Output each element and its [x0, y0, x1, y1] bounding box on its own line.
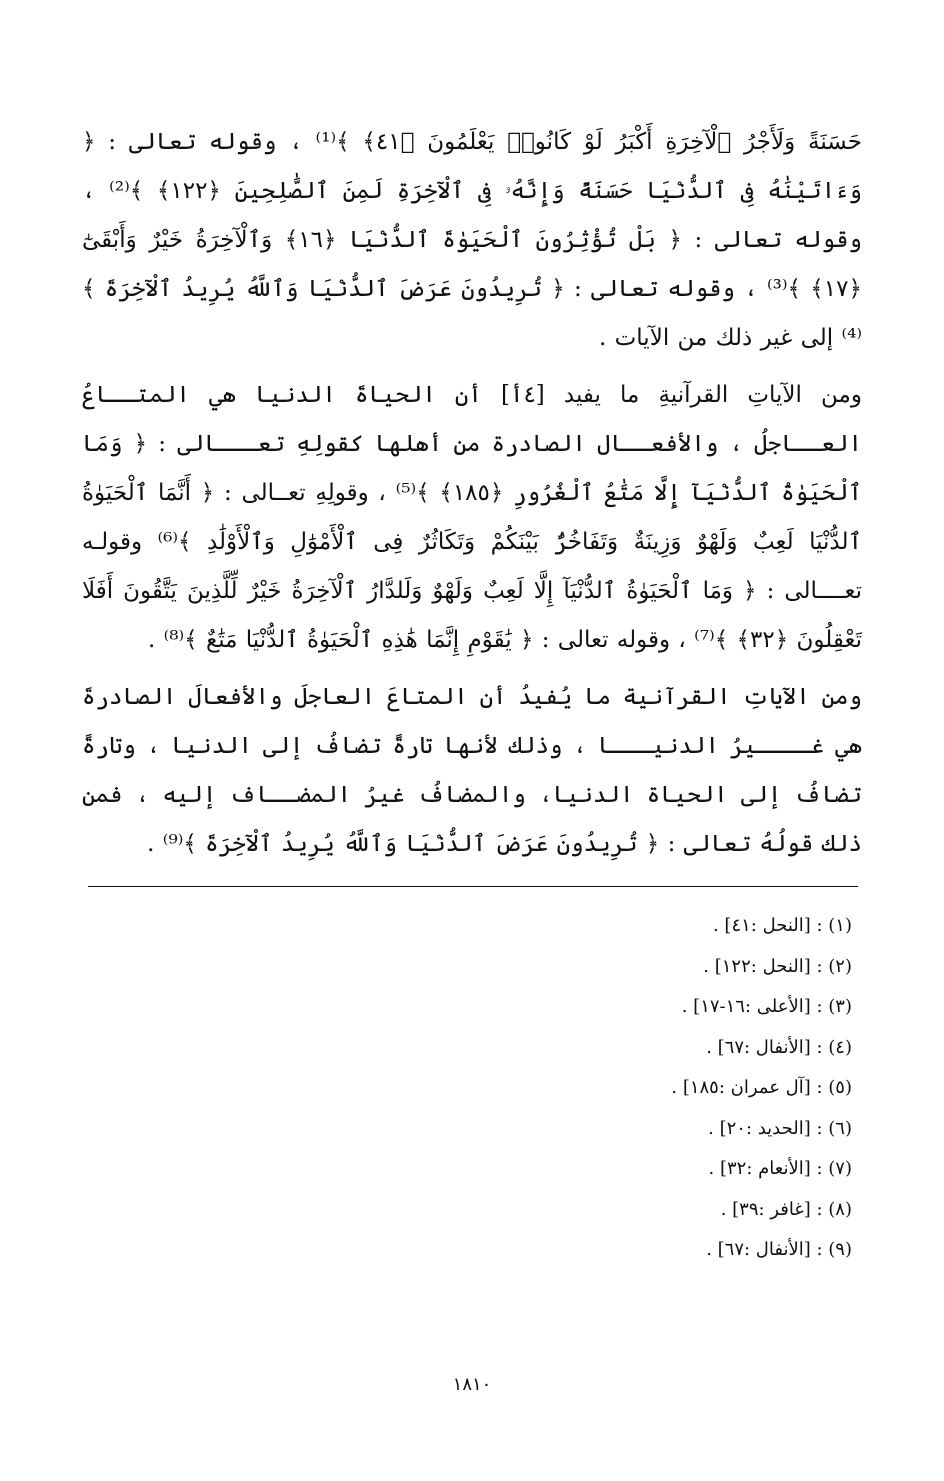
footnote-5: (٥) : [آل عمران :١٨٥] . — [671, 1077, 852, 1098]
footnote-divider — [88, 886, 858, 887]
footnote-6: (٦) : [الحديد :٢٠] . — [708, 1117, 852, 1139]
footnote-8: (٨) : [غافر :٣٩] . — [720, 1198, 852, 1220]
footnote-9: (٩) : [الأنفال :٦٧] . — [706, 1239, 852, 1260]
paragraph-1: حَسَنَةً وَلَأَجْرُ ٱلْآخِرَةِ أَكْبَرُ لَوْ كَانُوا۟ يَعْلَمُونَ ﴿٤١﴾ ﴾⁽¹⁾ ، وقوله تعالى : ﴿ وَءَاتَيْنَٰهُ فِى ٱلدُّنْيَا حَسَنَةً وَإِنَّهُۥ فِى ٱلْآخِرَةِ لَمِنَ ٱلصَّٰلِحِينَ ﴿١٢٢﴾ ﴾⁽²⁾ ، وقوله تعالى : ﴿ بَلْ تُؤْثِرُونَ ٱلْحَيَوٰةَ ٱلدُّنْيَا ﴿١٦﴾ وَٱلْآخِرَةُ خَيْرٌ وَأَبْقَىٰٓ ﴿١٧﴾ ﴾⁽³⁾ ، وقوله تعالى : ﴿ تُرِيدُونَ عَرَضَ ٱلدُّنْيَا وَٱللَّهُ يُرِيدُ ٱلْآخِرَةَ ﴾⁽⁴⁾ إلى غير ذلك من الآيات . — [82, 129, 862, 351]
footnote-4: (٤) : [الأنفال :٦٧] . — [706, 1036, 852, 1058]
paragraph-2: ومن الآياتِ القرآنيةِ ما يفيد [٤أ] أن الحياةَ الدنيا هي المتــاعُ العــاجلُ ، والأفعــال الصادرة من أهلها كقولِهِ تعـــالى : ﴿ وَمَا ٱلْحَيَوٰةُ ٱلدُّنْيَآ إِلَّا مَتَٰعُ ٱلْغُرُورِ ﴿١٨٥﴾ ﴾⁽⁵⁾ ، وقولِهِ تعــالى : ﴿ أَنَّمَا ٱلْحَيَوٰةُ ٱلدُّنْيَا لَعِبٌ وَلَهْوٌ وَزِينَةٌ وَتَفَاخُرٌۢ بَيْنَكُمْ وَتَكَاثُرٌ فِى ٱلْأَمْوَٰلِ وَٱلْأَوْلَٰدِ ﴾⁽⁶⁾ وقولـه تعــــالى : ﴿ وَمَا ٱلْحَيَوٰةُ ٱلدُّنْيَآ إِلَّا لَعِبٌ وَلَهْوٌ وَلَلدَّارُ ٱلْآخِرَةُ خَيْرٌ لِّلَّذِينَ يَتَّقُونَ أَفَلَا تَعْقِلُونَ ﴿٣٢﴾ ﴾⁽⁷⁾ ، وقوله تعالى : ﴿ يَٰقَوْمِ إِنَّمَا هَٰذِهِ ٱلْحَيَوٰةُ ٱلدُّنْيَا مَتَٰعٌ ﴾⁽⁸⁾ . — [82, 382, 862, 653]
footnotes-list — [352, 906, 852, 1271]
paragraph-3: ومن الآياتِ القرآنية ما يُفيدُ أن المتاعَ العاجلَ والأفعالَ الصادرةَ هي غــــيرُ الدنيـــا ، وذلك لأنها تارةً تضافُ إلى الدنيا ، وتارةً تضافُ إلى الحياة الدنيا، والمضافُ غيرُ المضــاف إليه ، فمن ذلك قولُهُ تعالى : ﴿ تُرِيدُونَ عَرَضَ ٱلدُّنْيَا وَٱللَّهُ يُرِيدُ ٱلْآخِرَةَ ﴾⁽⁹⁾ . — [82, 684, 862, 857]
footnote-2: (٢) : [النحل :١٢٢] . — [703, 955, 852, 977]
footnote-3: (٣) : [الأعلى :١٦-١٧] . — [681, 996, 852, 1017]
footnote-1: (١) : [النحل :٤١] . — [712, 915, 852, 936]
page-body — [82, 118, 862, 877]
footnote-7: (٧) : [الأنعام :٣٢] . — [708, 1158, 852, 1179]
page-number: ١٨١٠ — [452, 1374, 492, 1395]
